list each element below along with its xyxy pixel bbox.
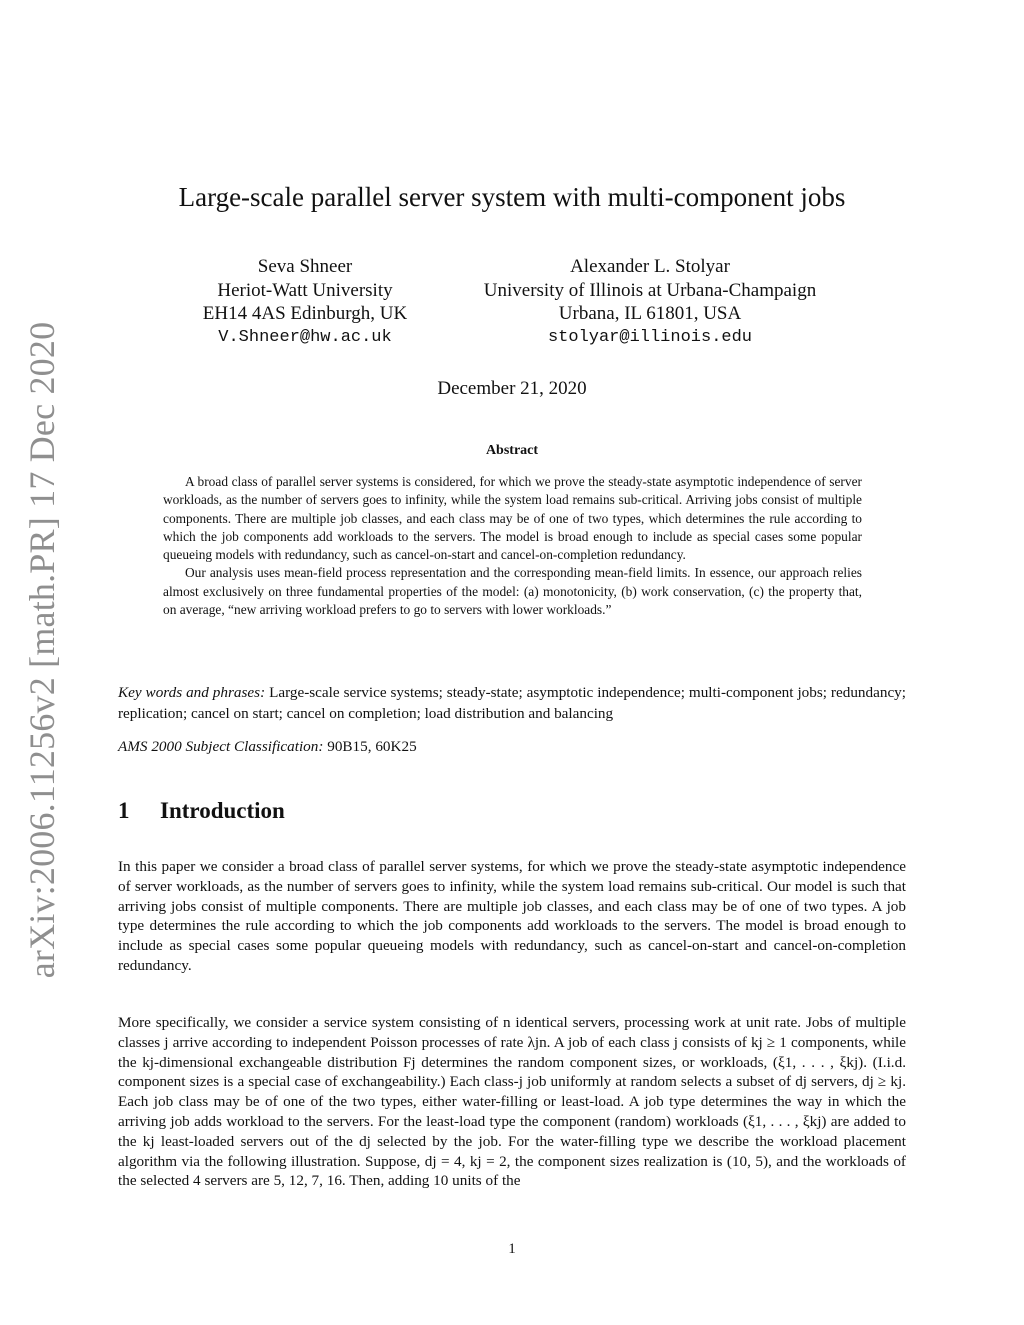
intro-paragraph-1 (118, 857, 906, 976)
arxiv-side-identifier (22, 321, 62, 979)
author-name: Seva Shneer (257, 256, 353, 277)
section-number: 1 (118, 798, 130, 823)
author-1 (140, 255, 470, 349)
ams-classification (118, 737, 906, 758)
ams-text: 90B15, 60K25 (327, 738, 417, 755)
body-paragraph: In this paper we consider a broad class of parallel server systems, for which we prove the steady-state asymptotic independence of server workloads, as the number of servers goes to infinity, while the system load remains sub-critical. Our model is such that arriving jobs consist of multiple components. There are multiple job classes, and each class may be of one of two types. A job type determines the rule according to which the job components add workloads to the servers. The model is broad enough to include as special cases some popular queueing models with redundancy, such as cancel-on-start and cancel-on-completion redundancy. (118, 858, 906, 974)
author-affiliation: University of Illinois at Urbana-Champaign (483, 279, 817, 301)
author-email[interactable]: stolyar@illinois.edu (547, 327, 753, 347)
arxiv-id-text: arXiv:2006.11256v2 [math.PR] 17 Dec 2020 (22, 321, 62, 979)
paper-date: December 21, 2020 (437, 378, 587, 399)
keywords-text: Large-scale service systems; steady-state; asymptotic independence; multi-component jobs; redundancy; replication; cancel on start; cancel on completion; load distribution and balancing (118, 684, 906, 722)
ams-label: AMS 2000 Subject Classification: (118, 738, 324, 755)
abstract-paragraph: A broad class of parallel server systems is considered, for which we prove the steady-state asymptotic independence of server workloads, as the number of servers goes to infinity, while the system load remains sub-critical. Arriving jobs consist of multiple components. There are multiple job classes, and each class may be of one of two types, which determines the rule according to which the job components add workloads to the servers. The model is broad enough to include as special cases some popular queueing models with redundancy, such as cancel-on-start and cancel-on-completion redundancy. (163, 474, 862, 563)
keywords (118, 683, 906, 724)
paper-title: Large-scale parallel server system with multi-component jobs (178, 182, 846, 212)
author-address: EH14 4AS Edinburgh, UK (202, 303, 408, 324)
author-affiliation: Heriot-Watt University (217, 279, 393, 301)
author-2 (460, 255, 840, 349)
section-heading (118, 798, 906, 824)
author-email[interactable]: V.Shneer@hw.ac.uk (218, 327, 392, 347)
page-number: 1 (508, 1241, 516, 1257)
section-title: Introduction (160, 798, 285, 823)
author-name: Alexander L. Stolyar (570, 256, 730, 277)
abstract-paragraph: Our analysis uses mean-field process representation and the corresponding mean-field limits. In essence, our approach relies almost exclusively on three fundamental properties of the model: (a) monotonicity, (b) work conservation, (c) the property that, on average, “new arriving workload prefers to go to servers with lower workloads.” (163, 565, 862, 618)
intro-paragraph-2 (118, 1013, 906, 1191)
author-address: Urbana, IL 61801, USA (558, 303, 742, 324)
abstract (163, 473, 862, 619)
abstract-heading: Abstract (485, 443, 539, 458)
keywords-label: Key words and phrases: (118, 684, 266, 701)
body-paragraph: More specifically, we consider a service system consisting of n identical servers, processing work at unit rate. Jobs of multiple classes j arrive according to independent Poisson processes of rate λjn. A job of each class j consists of kj ≥ 1 components, while the kj-dimensional exchangeable distribution Fj determines the random component sizes, or workloads, (ξ1, . . . , ξkj). (I.i.d. component sizes is a special case of exchangeability.) Each class-j job uniformly at random selects a subset of dj servers, dj ≥ kj. Each job class may be of one of the two types, either water-filling or least-load. A job type determines the way in which the arriving job adds workload to the servers. For the least-load type the component (random) workloads (ξ1, . . . , ξkj) are added to the kj least-loaded servers out of the dj selected by the job. For the water-filling type we describe the workload placement algorithm via the following illustration. Suppose, dj = 4, kj = 2, the component sizes realization is (10, 5), and the workloads of the selected 4 servers are 5, 12, 7, 16. Then, adding 10 units of the (118, 1014, 906, 1190)
